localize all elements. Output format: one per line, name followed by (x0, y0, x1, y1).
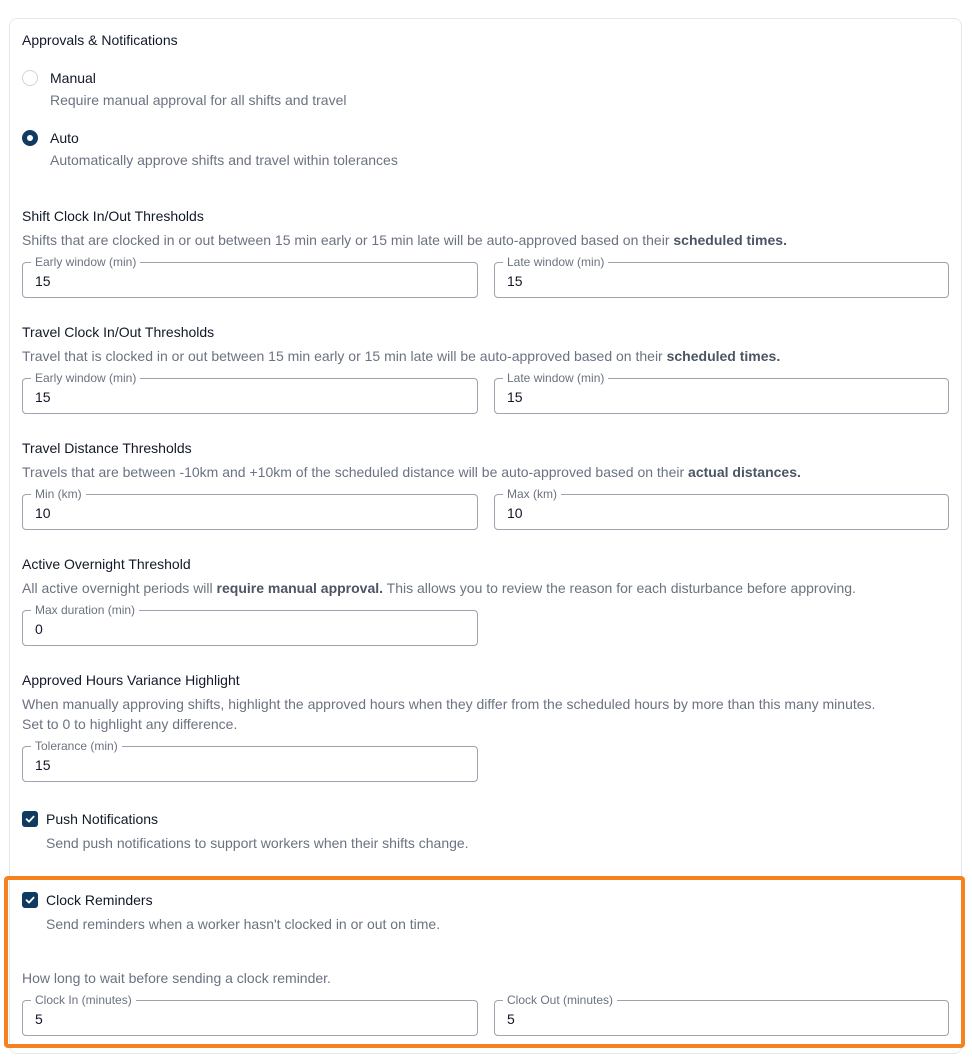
variance-tolerance-label: Tolerance (min) (31, 739, 122, 753)
shift-late-window-value: 15 (507, 273, 523, 289)
push-notifications-description: Send push notifications to support workers when their shifts change. (46, 835, 469, 851)
clock-reminders-label: Clock Reminders (46, 892, 153, 908)
radio-option-auto[interactable] (22, 130, 442, 170)
variance-highlight-title: Approved Hours Variance Highlight (22, 672, 240, 688)
travel-thresholds-title: Travel Clock In/Out Thresholds (22, 324, 215, 340)
clock-reminders-description: Send reminders when a worker hasn't clocked in or out on time. (46, 916, 441, 932)
shift-late-window-label: Late window (min) (503, 255, 608, 269)
distance-max-value: 10 (507, 505, 523, 521)
distance-max-label: Max (km) (503, 487, 561, 501)
distance-min-field[interactable] (22, 487, 478, 530)
shift-early-window-field[interactable] (22, 255, 478, 298)
travel-thresholds-description: Travel that is clocked in or out between 15 min early or 15 min late will be auto-approved based on their scheduled times. (22, 348, 781, 364)
overnight-max-duration-field[interactable] (22, 603, 478, 646)
overnight-max-duration-value: 0 (35, 621, 43, 637)
radio-auto-description: Automatically approve shifts and travel within tolerances (50, 152, 398, 168)
clock-out-minutes-label: Clock Out (minutes) (503, 993, 617, 1007)
shift-thresholds-description: Shifts that are clocked in or out between 15 min early or 15 min late will be auto-approved based on their scheduled times. (22, 232, 787, 248)
clock-reminder-wait-text: How long to wait before sending a clock reminder. (22, 970, 331, 986)
check-icon (25, 895, 35, 905)
variance-tolerance-field[interactable] (22, 739, 478, 782)
radio-auto[interactable] (22, 130, 38, 146)
clock-reminders-checkbox[interactable] (22, 892, 38, 908)
distance-thresholds-description: Travels that are between -10km and +10km of the scheduled distance will be auto-approved based on their actual distances. (22, 464, 801, 480)
overnight-threshold-title: Active Overnight Threshold (22, 556, 191, 572)
distance-thresholds-title: Travel Distance Thresholds (22, 440, 192, 456)
shift-early-window-label: Early window (min) (31, 255, 140, 269)
variance-highlight-description: When manually approving shifts, highlight the approved hours when they differ from the scheduled hours by more than this many minutes. (22, 696, 876, 712)
shift-late-window-field[interactable] (494, 255, 949, 298)
variance-tolerance-value: 15 (35, 757, 51, 773)
distance-min-label: Min (km) (31, 487, 86, 501)
overnight-threshold-description: All active overnight periods will require manual approval. This allows you to review the reason for each disturbance before approving. (22, 580, 856, 596)
overnight-max-duration-label: Max duration (min) (31, 603, 139, 617)
radio-manual[interactable] (22, 70, 38, 86)
push-notifications-label: Push Notifications (46, 811, 159, 827)
check-icon (25, 814, 35, 824)
clock-in-minutes-value: 5 (35, 1011, 43, 1027)
clock-in-minutes-label: Clock In (minutes) (31, 993, 136, 1007)
clock-out-minutes-value: 5 (507, 1011, 515, 1027)
radio-manual-description: Require manual approval for all shifts and travel (50, 92, 347, 108)
radio-manual-label: Manual (50, 70, 96, 86)
travel-early-window-label: Early window (min) (31, 371, 140, 385)
section-title: Approvals & Notifications (22, 32, 178, 48)
clock-in-minutes-field[interactable] (22, 993, 478, 1036)
travel-late-window-label: Late window (min) (503, 371, 608, 385)
clock-out-minutes-field[interactable] (494, 993, 949, 1036)
radio-auto-label: Auto (50, 130, 79, 146)
travel-early-window-value: 15 (35, 389, 51, 405)
distance-min-value: 10 (35, 505, 51, 521)
radio-option-manual[interactable] (22, 70, 422, 110)
push-notifications-checkbox[interactable] (22, 811, 38, 827)
travel-late-window-field[interactable] (494, 371, 949, 414)
travel-early-window-field[interactable] (22, 371, 478, 414)
variance-highlight-description-2: Set to 0 to highlight any difference. (22, 716, 238, 732)
shift-early-window-value: 15 (35, 273, 51, 289)
clock-reminders-option[interactable] (22, 892, 522, 936)
push-notifications-option[interactable] (22, 811, 542, 855)
distance-max-field[interactable] (494, 487, 949, 530)
shift-thresholds-title: Shift Clock In/Out Thresholds (22, 208, 204, 224)
travel-late-window-value: 15 (507, 389, 523, 405)
